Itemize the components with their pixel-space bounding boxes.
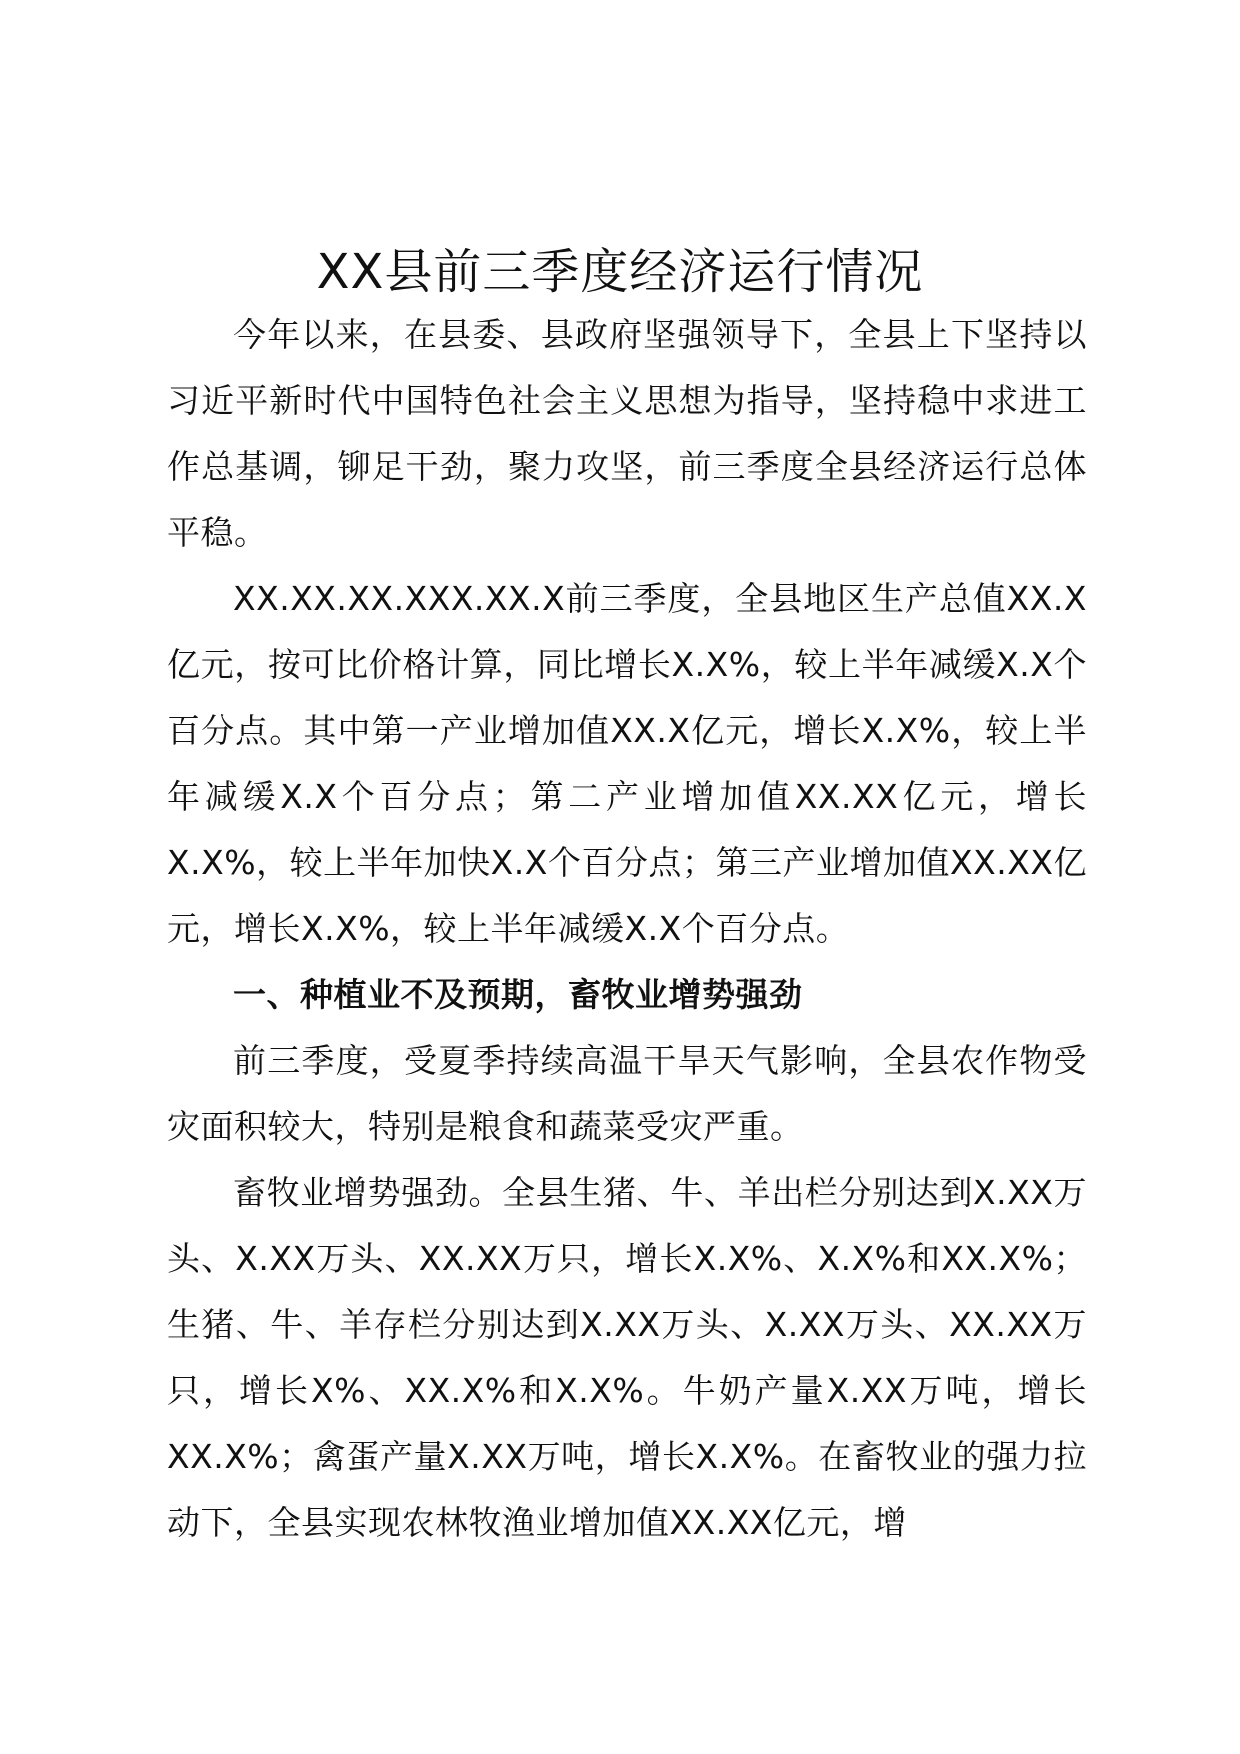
crop-paragraph: 前三季度，受夏季持续高温干旱天气影响，全县农作物受灾面积较大，特别是粮食和蔬菜受灾严重。: [167, 1041, 1087, 1146]
section-heading-1: 一、种植业不及预期，畜牧业增势强劲: [233, 975, 803, 1014]
livestock-paragraph: 畜牧业增势强劲。全县生猪、牛、羊出栏分别达到X.XX万头、X.XX万头、XX.XX万只，增长X.X%、X.X%和XX.X%；生猪、牛、羊存栏分别达到X.XX万头、X.XX万头、XX.XX万只，增长X%、XX.X%和X.X%。牛奶产量X.XX万吨，增长XX.X%；禽蛋产量X.XX万吨，增长X.X%。在畜牧业的强力拉动下，全县实现农林牧渔业增加值XX.XX亿元，增: [167, 1173, 1087, 1542]
document-title: XX县前三季度经济运行情况: [316, 244, 924, 300]
document-body: [167, 302, 1087, 1556]
gdp-paragraph: XX.XX.XX.XXX.XX.X前三季度，全县地区生产总值XX.X亿元，按可比价格计算，同比增长X.X%，较上半年减缓X.X个百分点。其中第一产业增加值XX.X亿元，增长X.X%，较上半年减缓X.X个百分点；第二产业增加值XX.XX亿元，增长X.X%，较上半年加快X.X个百分点；第三产业增加值XX.XX亿元，增长X.X%，较上半年减缓X.X个百分点。: [167, 579, 1087, 948]
intro-paragraph: 今年以来，在县委、县政府坚强领导下，全县上下坚持以习近平新时代中国特色社会主义思想为指导，坚持稳中求进工作总基调，铆足干劲，聚力攻坚，前三季度全县经济运行总体平稳。: [167, 315, 1087, 552]
